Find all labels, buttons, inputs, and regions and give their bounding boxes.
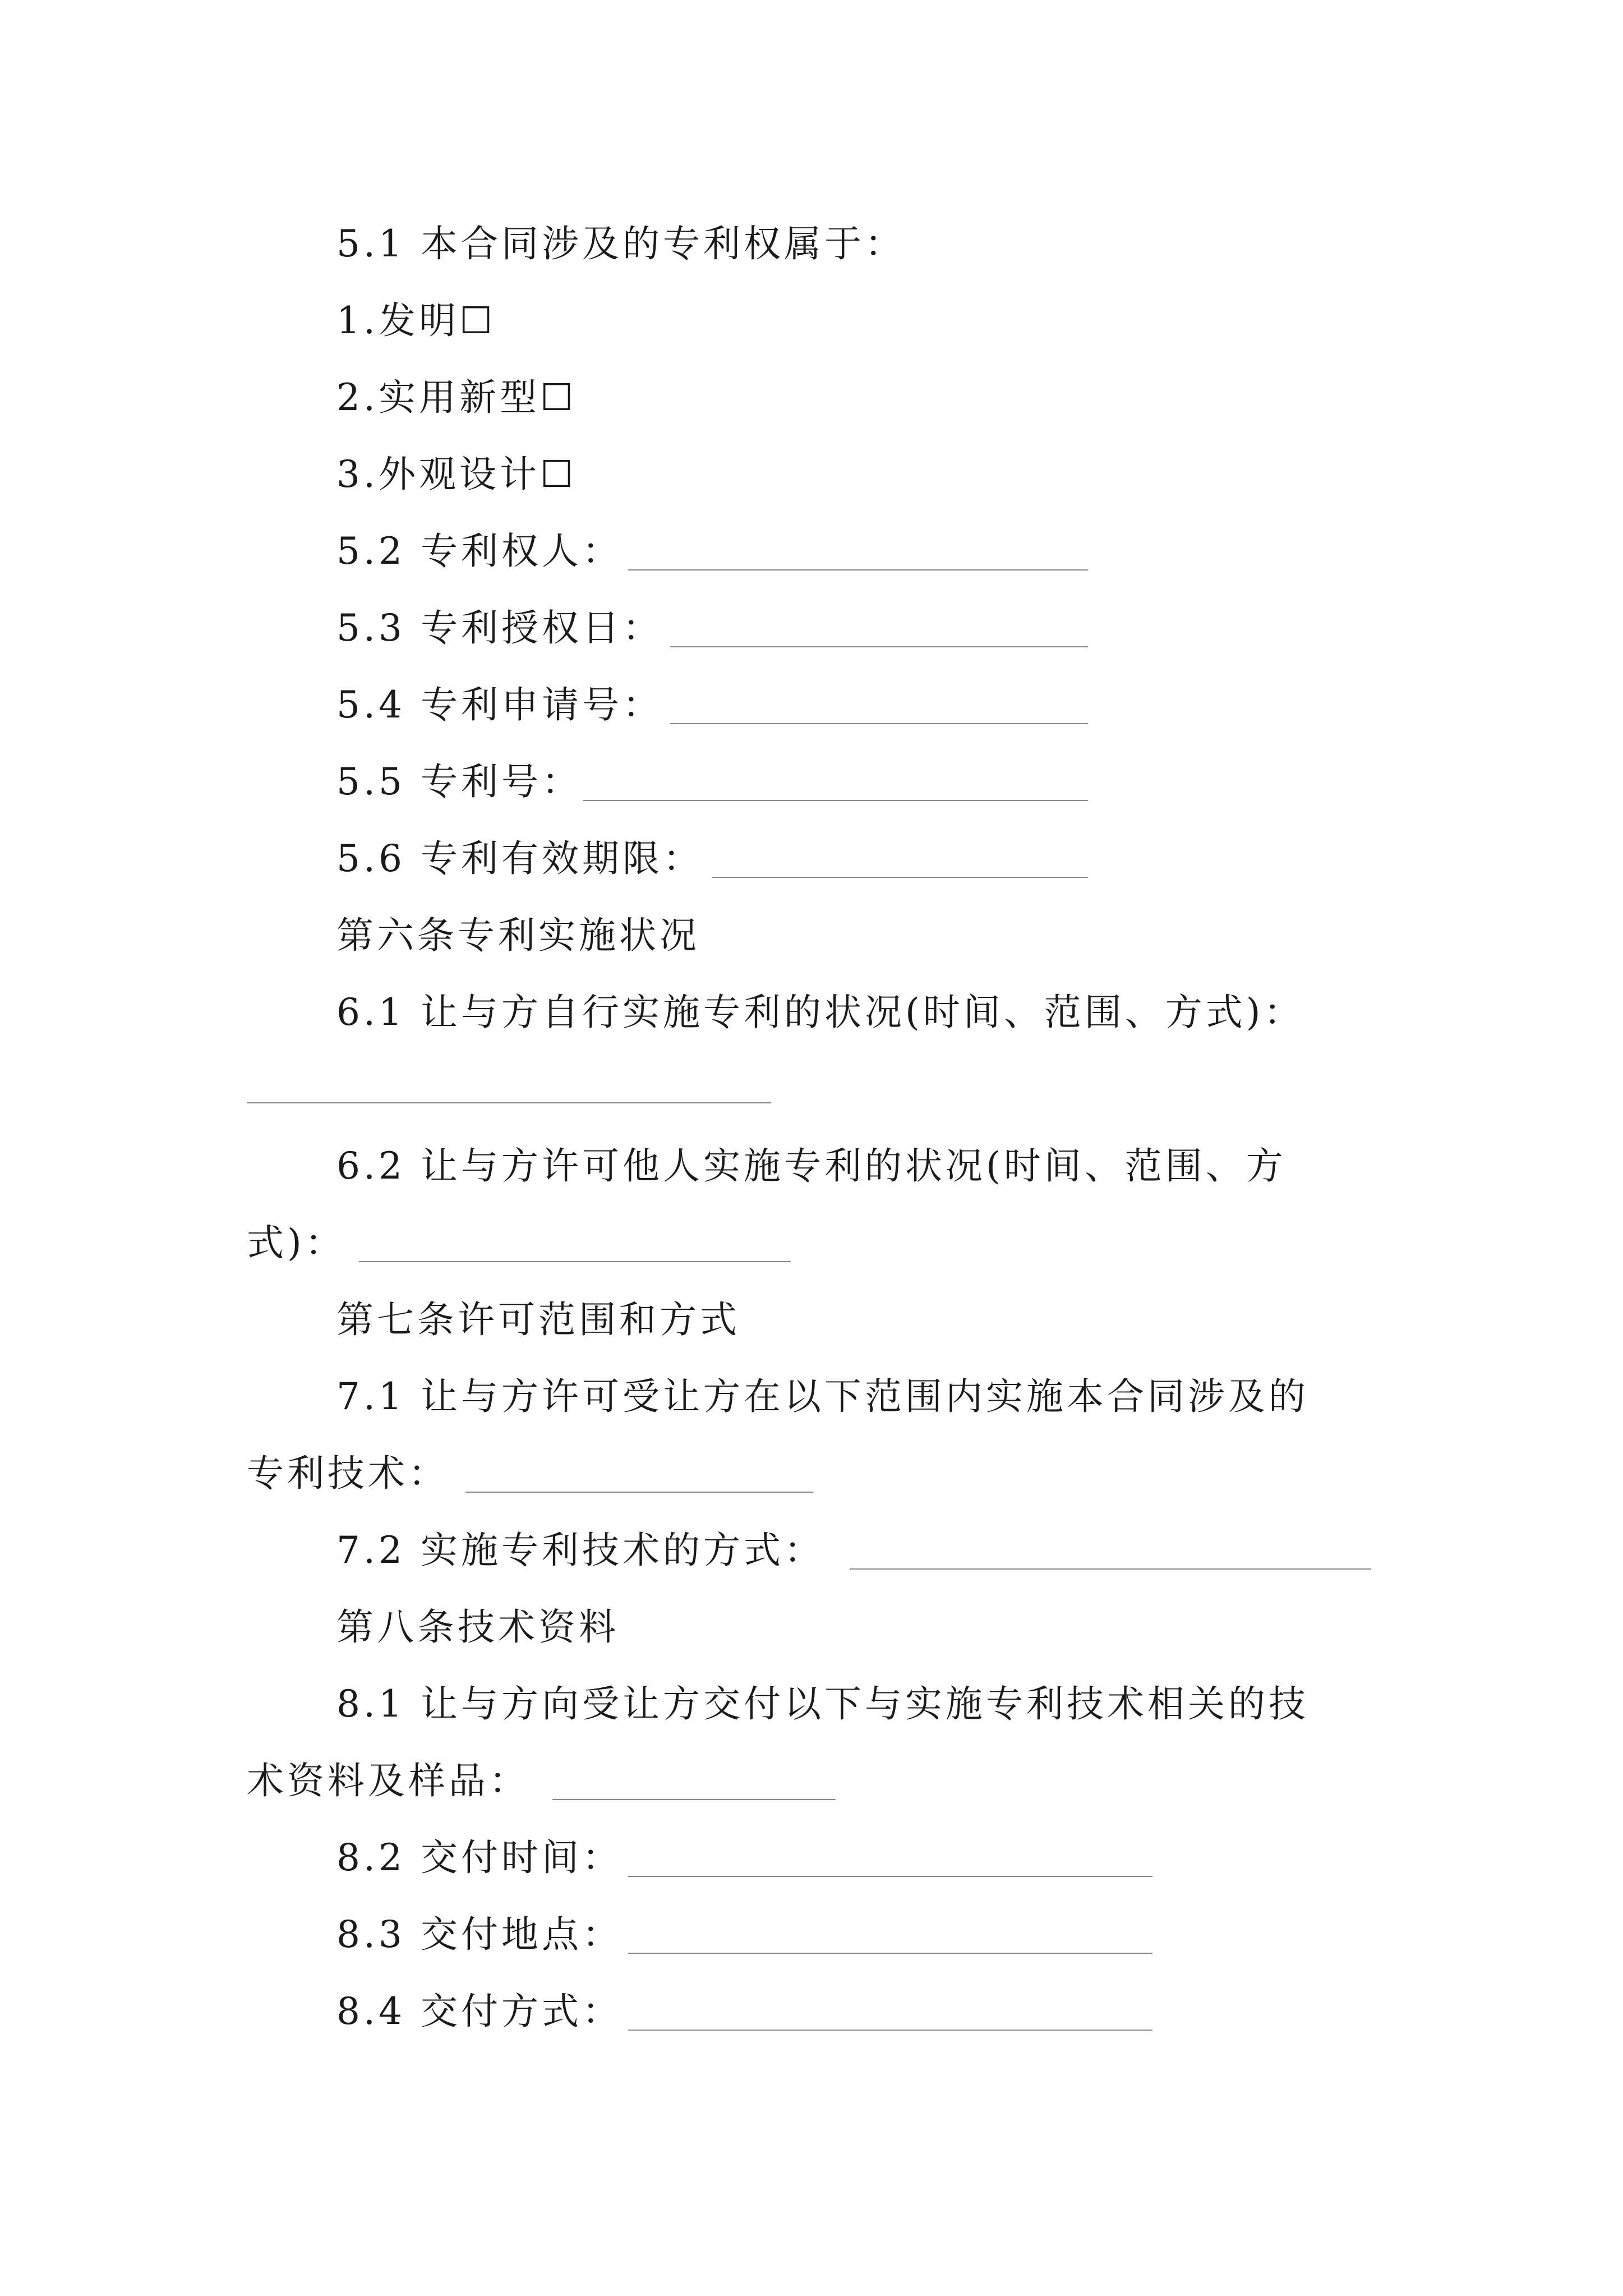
license-others-blank[interactable] (359, 1261, 791, 1262)
article-7-heading: 第七条许可范围和方式 (336, 1298, 740, 1341)
option-utility-model: 2.实用新型☐ (336, 376, 577, 419)
clause-6-1: 6.1 让与方自行实施专利的状况(时间、范围、方式)： (336, 991, 1304, 1034)
delivery-time-blank[interactable] (628, 1876, 1152, 1877)
technical-materials-blank[interactable] (552, 1799, 836, 1800)
patent-number-blank[interactable] (583, 800, 1088, 801)
article-6-heading: 第六条专利实施状况 (336, 914, 700, 957)
option-design: 3.外观设计☐ (336, 453, 577, 496)
clause-5-5-label: 5.5 专利号： (336, 760, 582, 803)
clause-8-3-label: 8.3 交付地点： (336, 1913, 623, 1956)
clause-5-6-label: 5.6 专利有效期限： (336, 837, 703, 880)
clause-5-3-label: 5.3 专利授权日： (336, 606, 663, 650)
grant-date-blank[interactable] (670, 646, 1088, 647)
delivery-place-blank[interactable] (628, 1953, 1152, 1954)
clause-7-2-label: 7.2 实施专利技术的方式： (336, 1529, 824, 1572)
patent-technology-scope-blank[interactable] (465, 1492, 813, 1493)
clause-5-1: 5.1 本合同涉及的专利权属于： (336, 222, 905, 265)
clause-7-1-line1: 7.1 让与方许可受让方在以下范围内实施本合同涉及的 (336, 1375, 1309, 1418)
clause-5-4-label: 5.4 专利申请号： (336, 683, 663, 726)
clause-8-1-line1: 8.1 让与方向受让方交付以下与实施专利技术相关的技 (336, 1682, 1309, 1726)
clause-7-1-line2: 专利技术： (247, 1452, 449, 1495)
clause-8-2-label: 8.2 交付时间： (336, 1836, 623, 1879)
application-number-blank[interactable] (670, 723, 1088, 724)
article-8-heading: 第八条技术资料 (336, 1605, 619, 1649)
implementation-method-blank[interactable] (850, 1568, 1371, 1570)
clause-8-1-line2: 术资料及样品： (247, 1759, 529, 1802)
self-implementation-blank[interactable] (247, 1102, 771, 1103)
clause-6-2-line2: 式)： (247, 1221, 345, 1264)
delivery-method-blank[interactable] (628, 2030, 1152, 2031)
clause-5-2-label: 5.2 专利权人： (336, 530, 623, 573)
patentee-blank[interactable] (628, 569, 1088, 570)
validity-period-blank[interactable] (712, 877, 1088, 878)
clause-8-4-label: 8.4 交付方式： (336, 1990, 623, 2033)
option-invention: 1.发明☐ (336, 299, 496, 342)
clause-6-2-line1: 6.2 让与方许可他人实施专利的状况(时间、范围、方 (336, 1144, 1287, 1188)
